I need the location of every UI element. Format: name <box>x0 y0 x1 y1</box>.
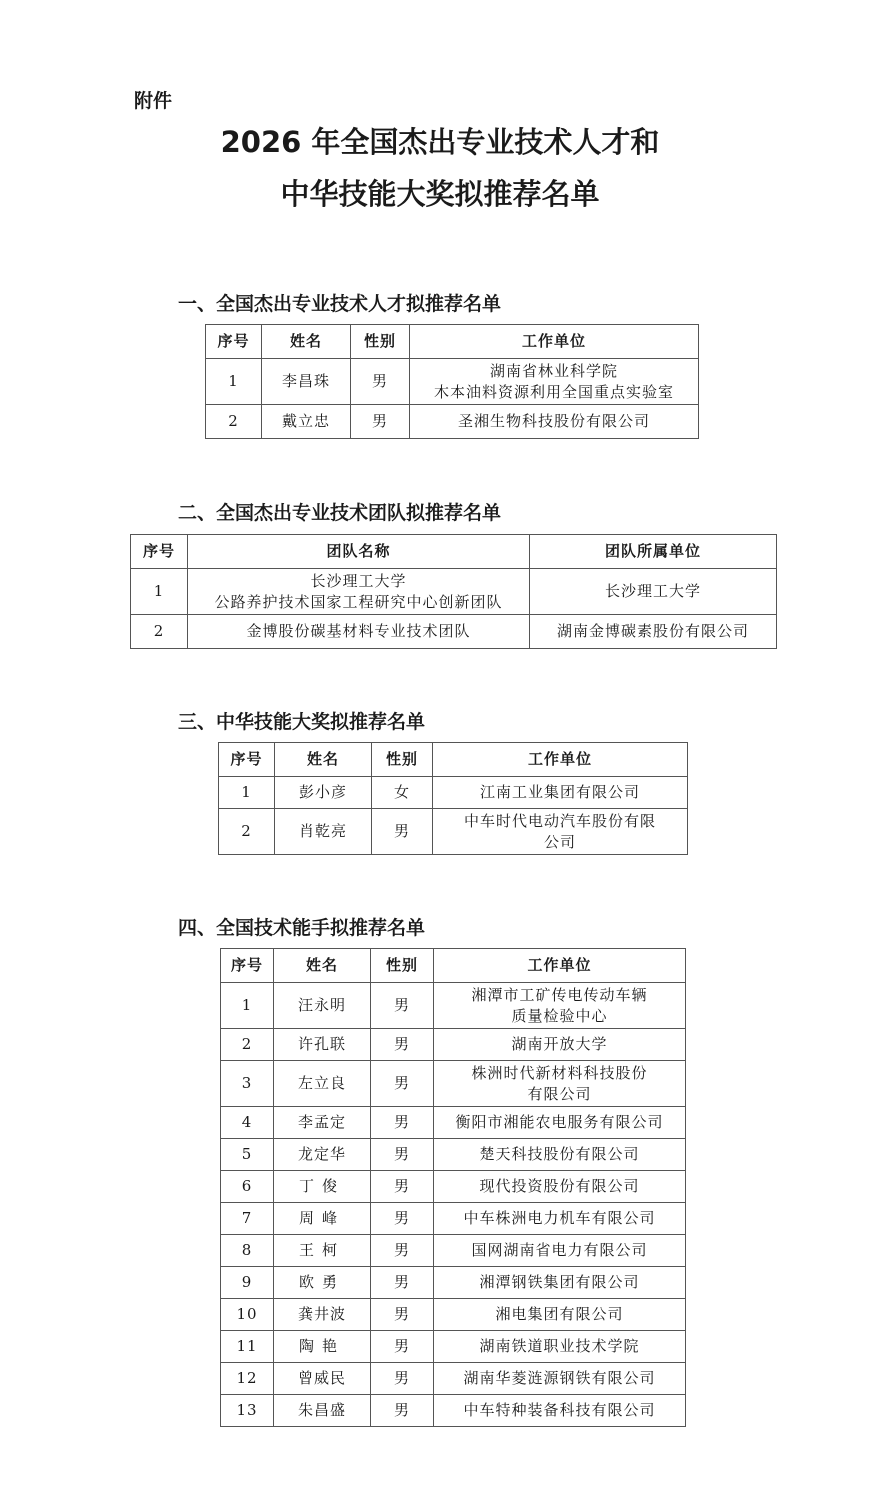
cell-name: 许孔联 <box>274 1029 371 1061</box>
table-row <box>221 1363 686 1395</box>
table-row <box>221 1267 686 1299</box>
cell-gender: 男 <box>371 1299 434 1331</box>
section2-table <box>130 534 777 649</box>
header-unit: 工作单位 <box>410 325 699 359</box>
header-team-unit: 团队所属单位 <box>530 535 777 569</box>
table-row <box>221 1299 686 1331</box>
cell-no: 3 <box>221 1061 274 1107</box>
cell-unit: 湖南开放大学 <box>434 1029 686 1061</box>
header-unit: 工作单位 <box>434 949 686 983</box>
header-gender: 性别 <box>372 743 433 777</box>
cell-name: 龙定华 <box>274 1139 371 1171</box>
table-row <box>221 1029 686 1061</box>
cell-no: 1 <box>131 569 188 615</box>
unit-line: 木本油料资源利用全国重点实验室 <box>433 382 674 401</box>
cell-gender: 男 <box>371 1171 434 1203</box>
attachment-label: 附件 <box>134 90 173 112</box>
cell-name: 陶艳 <box>274 1331 371 1363</box>
table-row <box>131 569 777 615</box>
header-unit: 工作单位 <box>433 743 688 777</box>
cell-no: 8 <box>221 1235 274 1267</box>
cell-gender: 女 <box>372 777 433 809</box>
table-header-row <box>221 949 686 983</box>
cell-unit: 湘潭钢铁集团有限公司 <box>434 1267 686 1299</box>
cell-team: 金博股份碳基材料专业技术团队 <box>188 615 530 649</box>
unit-line: 中车时代电动汽车股份有限 <box>463 811 656 830</box>
cell-gender: 男 <box>371 1107 434 1139</box>
table-row <box>221 1203 686 1235</box>
cell-gender: 男 <box>371 1235 434 1267</box>
cell-no: 2 <box>221 1029 274 1061</box>
cell-unit <box>410 359 699 405</box>
header-no: 序号 <box>221 949 274 983</box>
cell-unit: 圣湘生物科技股份有限公司 <box>410 405 699 439</box>
cell-gender: 男 <box>351 359 410 405</box>
cell-gender: 男 <box>371 1061 434 1107</box>
cell-name: 戴立忠 <box>262 405 351 439</box>
cell-no: 2 <box>206 405 262 439</box>
unit-line: 有限公司 <box>527 1084 592 1103</box>
cell-name: 周峰 <box>274 1203 371 1235</box>
cell-unit <box>433 809 688 855</box>
table-row <box>131 615 777 649</box>
cell-gender: 男 <box>351 405 410 439</box>
cell-name: 王柯 <box>274 1235 371 1267</box>
header-no: 序号 <box>131 535 188 569</box>
header-no: 序号 <box>219 743 275 777</box>
cell-gender: 男 <box>371 1267 434 1299</box>
cell-gender: 男 <box>371 1139 434 1171</box>
cell-name: 曾威民 <box>274 1363 371 1395</box>
cell-unit: 国网湖南省电力有限公司 <box>434 1235 686 1267</box>
document-title-line2: 中华技能大奖拟推荐名单 <box>280 177 600 211</box>
header-team-name: 团队名称 <box>188 535 530 569</box>
cell-unit: 中车特种装备科技有限公司 <box>434 1395 686 1427</box>
cell-unit <box>434 1061 686 1107</box>
section3-heading: 三、中华技能大奖拟推荐名单 <box>178 711 426 733</box>
header-name: 姓名 <box>274 949 371 983</box>
cell-gender: 男 <box>372 809 433 855</box>
table-row <box>221 1107 686 1139</box>
cell-no: 9 <box>221 1267 274 1299</box>
cell-no: 5 <box>221 1139 274 1171</box>
table-row <box>219 809 688 855</box>
cell-name: 汪永明 <box>274 983 371 1029</box>
cell-no: 1 <box>219 777 275 809</box>
cell-unit: 湖南铁道职业技术学院 <box>434 1331 686 1363</box>
team-line: 公路养护技术国家工程研究中心创新团队 <box>214 592 503 611</box>
cell-unit: 衡阳市湘能农电服务有限公司 <box>434 1107 686 1139</box>
cell-no: 2 <box>219 809 275 855</box>
table-row <box>221 1395 686 1427</box>
table-row <box>221 1061 686 1107</box>
header-gender: 性别 <box>371 949 434 983</box>
cell-gender: 男 <box>371 1331 434 1363</box>
cell-no: 2 <box>131 615 188 649</box>
cell-gender: 男 <box>371 1029 434 1061</box>
cell-no: 13 <box>221 1395 274 1427</box>
cell-team <box>188 569 530 615</box>
table-row <box>206 359 699 405</box>
cell-no: 10 <box>221 1299 274 1331</box>
unit-line: 湖南省林业科学院 <box>489 361 618 380</box>
cell-name: 肖乾亮 <box>275 809 372 855</box>
cell-gender: 男 <box>371 983 434 1029</box>
cell-no: 1 <box>221 983 274 1029</box>
cell-gender: 男 <box>371 1203 434 1235</box>
document-title-line1: 2026 年全国杰出专业技术人才和 <box>220 125 660 159</box>
table-row <box>221 1139 686 1171</box>
cell-gender: 男 <box>371 1395 434 1427</box>
cell-unit: 中车株洲电力机车有限公司 <box>434 1203 686 1235</box>
table-header-row <box>131 535 777 569</box>
section1-heading: 一、全国杰出专业技术人才拟推荐名单 <box>178 293 502 315</box>
cell-name: 朱昌盛 <box>274 1395 371 1427</box>
cell-no: 7 <box>221 1203 274 1235</box>
unit-line: 公司 <box>543 832 576 851</box>
section4-heading: 四、全国技术能手拟推荐名单 <box>178 917 426 939</box>
cell-unit: 长沙理工大学 <box>530 569 777 615</box>
header-name: 姓名 <box>275 743 372 777</box>
cell-unit: 湖南华菱涟源钢铁有限公司 <box>434 1363 686 1395</box>
section3-table <box>218 742 688 855</box>
unit-line: 湘潭市工矿传电传动车辆 <box>471 985 648 1004</box>
section2-heading: 二、全国杰出专业技术团队拟推荐名单 <box>178 502 502 524</box>
table-row <box>221 983 686 1029</box>
table-row <box>221 1171 686 1203</box>
cell-name: 李昌珠 <box>262 359 351 405</box>
cell-gender: 男 <box>371 1363 434 1395</box>
cell-unit: 现代投资股份有限公司 <box>434 1171 686 1203</box>
section1-table <box>205 324 699 439</box>
cell-no: 4 <box>221 1107 274 1139</box>
cell-name: 彭小彦 <box>275 777 372 809</box>
table-row <box>221 1331 686 1363</box>
cell-no: 6 <box>221 1171 274 1203</box>
cell-name: 丁俊 <box>274 1171 371 1203</box>
table-row <box>206 405 699 439</box>
cell-no: 1 <box>206 359 262 405</box>
header-gender: 性别 <box>351 325 410 359</box>
cell-no: 12 <box>221 1363 274 1395</box>
header-name: 姓名 <box>262 325 351 359</box>
cell-unit: 湖南金博碳素股份有限公司 <box>530 615 777 649</box>
section4-table <box>220 948 686 1427</box>
table-header-row <box>219 743 688 777</box>
header-no: 序号 <box>206 325 262 359</box>
cell-no: 11 <box>221 1331 274 1363</box>
cell-name: 欧勇 <box>274 1267 371 1299</box>
unit-line: 株洲时代新材料科技股份 <box>471 1063 648 1082</box>
unit-line: 质量检验中心 <box>511 1006 608 1025</box>
cell-unit: 楚天科技股份有限公司 <box>434 1139 686 1171</box>
cell-unit: 湘电集团有限公司 <box>434 1299 686 1331</box>
table-row <box>221 1235 686 1267</box>
table-row <box>219 777 688 809</box>
team-line: 长沙理工大学 <box>310 571 407 590</box>
cell-unit: 江南工业集团有限公司 <box>433 777 688 809</box>
cell-name: 龚井波 <box>274 1299 371 1331</box>
cell-name: 李孟定 <box>274 1107 371 1139</box>
table-header-row <box>206 325 699 359</box>
cell-unit <box>434 983 686 1029</box>
cell-name: 左立良 <box>274 1061 371 1107</box>
